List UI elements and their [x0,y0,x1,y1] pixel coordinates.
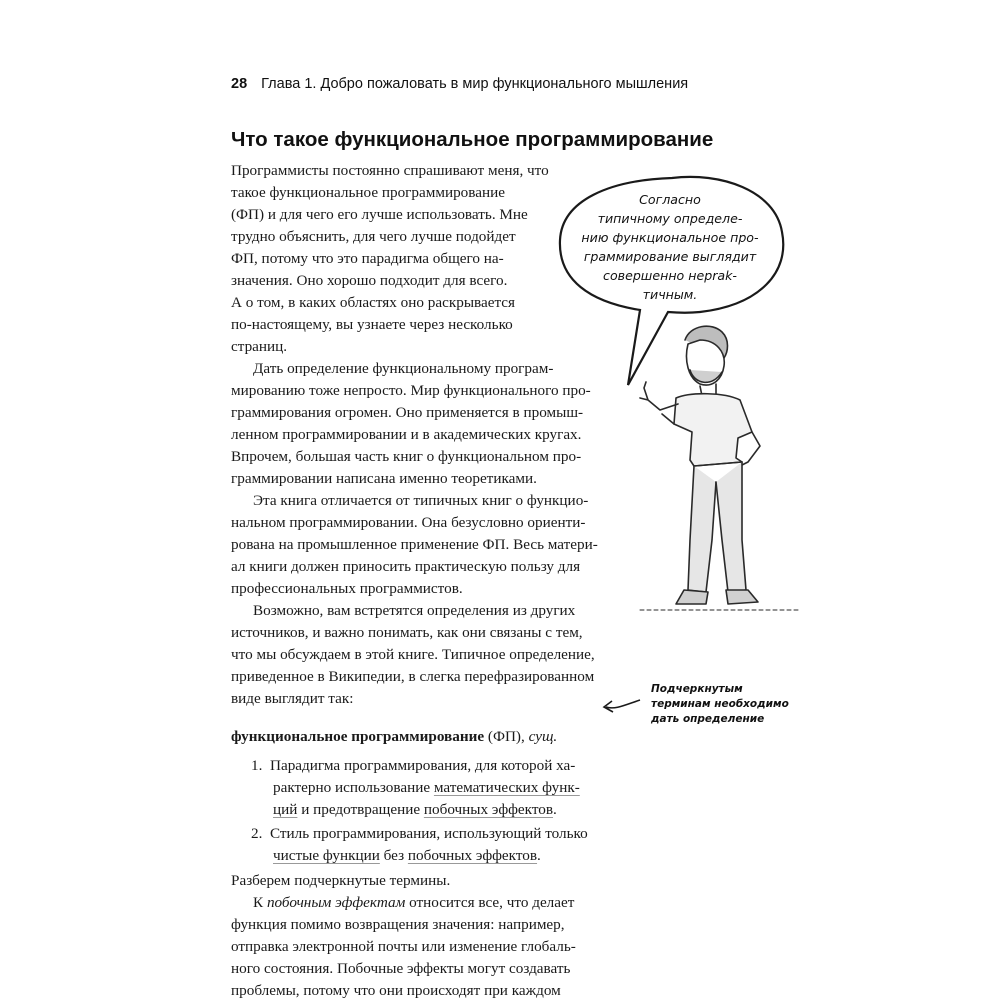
text-fragment: . [537,847,541,864]
text-line: Дать определение функциональному програм- [253,360,554,377]
item-number: 2. [251,825,263,842]
text-line: граммировании написана именно теоретиками. [231,470,537,487]
text-line: значения. Оно хорошо подходит для всего. [231,272,508,289]
text-line: источников, и важно понимать, как они связаны с тем, [231,624,583,641]
text-line: ал книги должен приносить практическую пользу для [231,558,581,575]
text-line: страниц. [231,338,288,355]
page-number: 28 [231,76,248,92]
text-line: профессиональных программистов. [231,580,463,597]
underlined-term: побочных эффектов [423,801,554,818]
text-line: граммирование выглядит [583,249,757,264]
text-line: ленном программировании и в академических кругах. [231,426,582,443]
text-line: виде выглядит так: [231,690,354,707]
text-line: совершенно неprak- [603,268,737,283]
text-line: граммирования огромен. Оно применяется в промыш- [231,404,584,421]
chapter-title: Глава 1. Добро пожаловать в мир функционального мышления [261,76,689,92]
text-line: Подчеркнутым [651,683,743,695]
text-line: мированию тоже непросто. Мир функционального про- [231,382,591,399]
text-fragment: К [253,894,267,911]
emphasis-term: побочным эффектам [266,894,406,911]
text-line: нальном программировании. Она безусловно ориенти- [231,514,586,531]
text-fragment: . [553,801,557,818]
text-line: Возможно, вам встретятся определения из других [253,602,576,619]
speech-bubble-text [570,190,770,304]
text-line: тичным. [642,287,698,302]
text-line: трудно объяснить, для чего лучше подойдет [231,228,516,245]
margin-note [651,682,801,727]
underlined-term: побочных эффектов [407,847,538,864]
text-line: отправка электронной почты или изменение глобаль- [231,938,576,955]
definition-pos: сущ. [528,728,558,745]
text-line: Эта книга отличается от типичных книг о функцио- [253,492,589,509]
text-line: проблемы, потому что они происходят при каждом [231,982,561,999]
text-line: (ФП) и для чего его лучше использовать. Мне [231,206,528,223]
text-line: ного состояния. Побочные эффекты могут создавать [231,960,571,977]
definition-abbr: (ФП), [484,728,529,745]
text-line: нию функциональное про- [581,230,759,245]
text-line: рактерно использование [273,779,434,796]
text-line: дать определение [651,713,765,725]
text-line: Парадигма программирования, для которой ха- [269,757,576,774]
text-line: что мы обсуждаем в этой книге. Типичное определение, [231,646,595,663]
text-fragment: и предотвращение [297,801,424,818]
text-line: такое функциональное программирование [231,184,505,201]
text-line: терминам необходимо [651,698,789,710]
character-figure [640,326,800,610]
underlined-term: ций [273,801,298,818]
text-fragment: относится все, что делает [405,894,575,911]
text-line: рована на промышленное применение ФП. Весь матери- [231,536,598,553]
section-title: Что такое функциональное программирование [231,128,714,151]
text-line: по-настоящему, вы узнаете через несколько [231,316,513,333]
text-line: Впрочем, большая часть книг о функциональном про- [231,448,582,465]
underlined-term: математических функ- [433,779,580,796]
definition-term: функциональное программирование [231,728,485,745]
text-line: функция помимо возвращения значения: например, [231,916,565,933]
text-line: приведенное в Википедии, в слегка перефразированном [231,668,595,685]
text-line: А о том, в каких областях оно раскрывается [231,294,516,311]
text-fragment: без [379,847,408,864]
text-line: Программисты постоянно спрашивают меня, что [231,162,549,179]
text-line: ФП, потому что это парадигма общего на- [231,250,504,267]
item-number: 1. [251,757,263,774]
text-line: Разберем подчеркнутые термины. [231,872,451,889]
text-line: Согласно [639,192,701,207]
text-line: типичному определе- [597,211,743,226]
text-line: Стиль программирования, использующий только [269,825,588,842]
underlined-term: чистые функции [273,847,380,864]
